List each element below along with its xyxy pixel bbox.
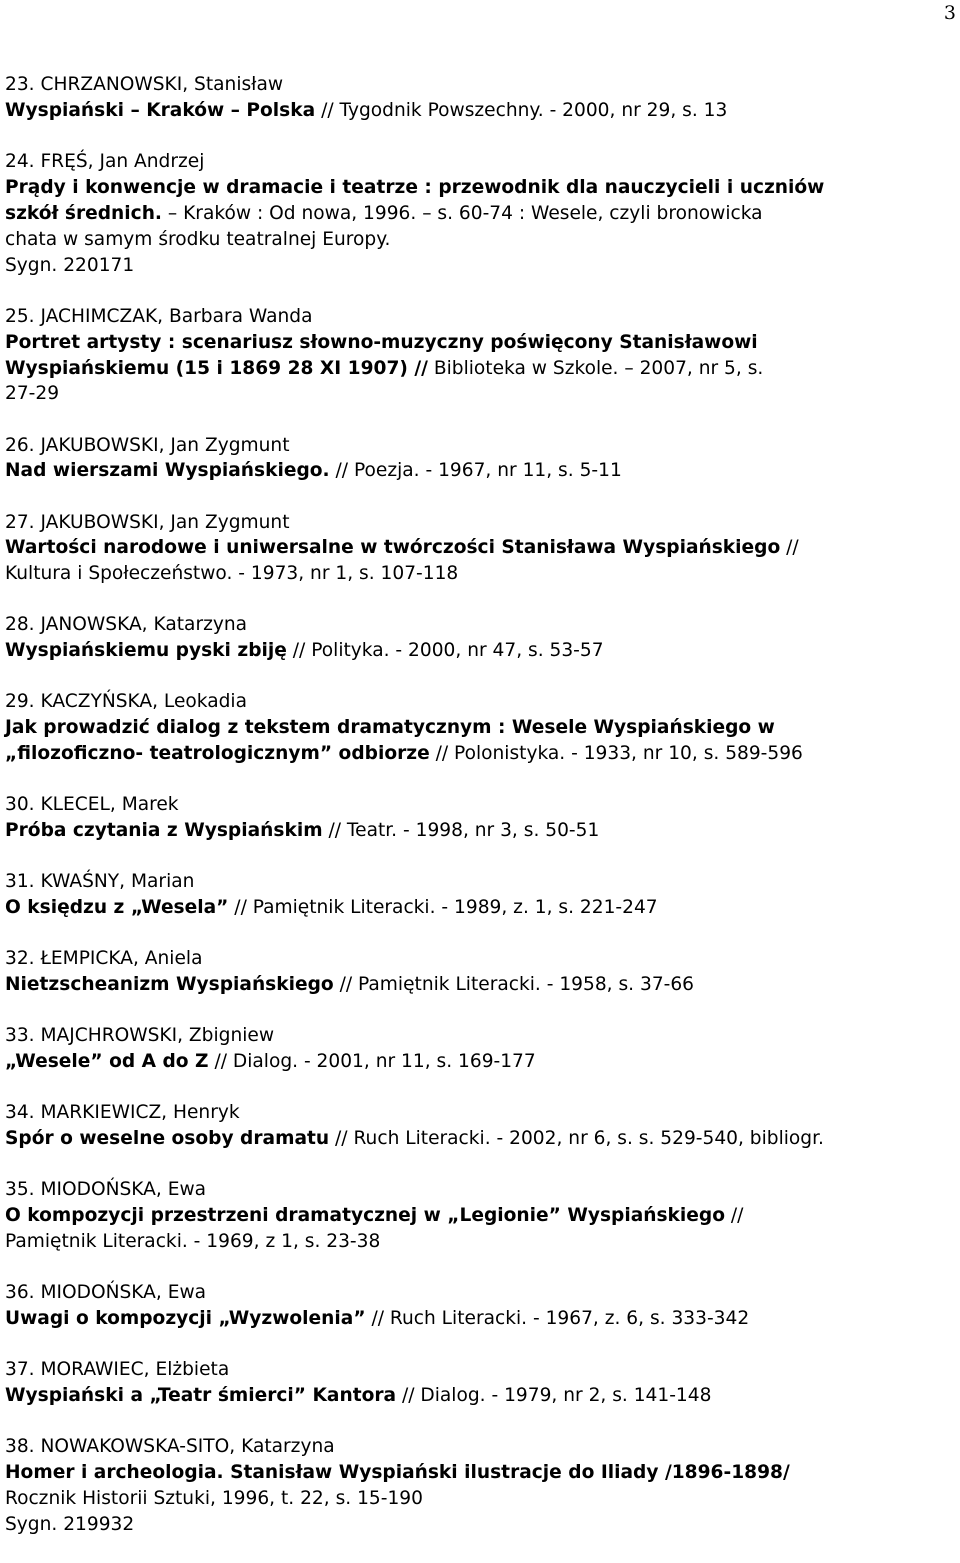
entry-line [5,356,957,382]
entry-line [5,638,957,664]
entry-source: // [724,1205,744,1227]
entry-title: Nad wierszami Wyspiańskiego. [5,460,330,482]
entry-line [5,1049,957,1075]
bibliography-entry [5,149,957,279]
entry-author: 23. CHRZANOWSKI, Stanisław [5,74,284,95]
entry-title: Próba czytania z Wyspiańskim [5,820,323,842]
entry-source: // [780,537,799,559]
entry-line [5,1126,957,1152]
page-number: 3 [943,2,956,24]
entry-title: Wyspiańskiemu pyski zbiję [5,640,287,662]
entry-title: Homer i archeologia. Stanisław Wyspiański ilustracje do Iliady /1896-1898/ [5,1462,790,1484]
entry-source: // Teatr. - 1998, nr 3, s. 50-51 [322,820,600,842]
entry-signature: Sygn. 219932 [5,1513,135,1535]
bibliography-entry [5,72,957,124]
entry-author: 27. JAKUBOWSKI, Jan Zygmunt [5,511,290,533]
entry-title: O kompozycji przestrzeni dramatycznej w „Legionie” Wyspiańskiego [5,1205,725,1227]
entry-line [5,201,957,227]
entry-title: „filozoficzno- teatrologicznym” odbiorze [5,743,430,765]
entry-title: Uwagi o kompozycji „Wyzwolenia” [5,1308,366,1330]
entry-title: „Wesele” od A do Z [5,1051,209,1073]
bibliography-entry [5,612,957,664]
entry-title: O księdzu z „Wesela” [5,897,229,919]
entry-author: 30. KLECEL, Marek [5,794,179,816]
entry-source: // Polityka. - 2000, nr 47, s. 53-57 [286,640,604,662]
bibliography-entry [5,689,957,767]
entry-source: // Ruch Literacki. - 1967, z. 6, s. 333-342 [365,1308,750,1330]
bibliography-entry [5,433,957,485]
entry-line [5,972,957,998]
entry-author: 31. KWAŚNY, Marian [5,871,195,893]
bibliography-entry [5,1357,957,1409]
entry-author: 24. FRĘŚ, Jan Andrzej [5,151,205,172]
entry-author: 34. MARKIEWICZ, Henryk [5,1102,240,1124]
entry-title: Wyspiański a „Teatr śmierci” Kantora [5,1385,397,1407]
bibliography-list [5,72,957,1563]
entry-author: 25. JACHIMCZAK, Barbara Wanda [5,305,313,327]
bibliography-entry [5,869,957,921]
entry-author: 29. KACZYŃSKA, Leokadia [5,691,247,713]
entry-author: 26. JAKUBOWSKI, Jan Zygmunt [5,434,290,456]
entry-source: // Pamiętnik Literacki. - 1989, z. 1, s. 221-247 [228,897,658,919]
entry-author: 28. JANOWSKA, Katarzyna [5,614,248,636]
entry-author: 32. ŁEMPICKA, Aniela [5,948,203,970]
entry-line [5,535,957,561]
entry-author: 36. MIODOŃSKA, Ewa [5,1282,207,1304]
entry-source: // Tygodnik Powszechny. - 2000, nr 29, s. 13 [315,99,728,121]
entry-line [5,895,957,921]
entry-source: // Dialog. - 2001, nr 11, s. 169-177 [208,1051,536,1073]
entry-line [5,1306,957,1332]
entry-title: Portret artysty : scenariusz słowno-muzyczny poświęcony Stanisławowi [5,331,758,353]
entry-source: // Pamiętnik Literacki. - 1958, s. 37-66 [333,974,695,996]
entry-author: 33. MAJCHROWSKI, Zbigniew [5,1025,275,1047]
bibliography-entry [5,1100,957,1152]
entry-source: 27-29 [5,383,60,405]
entry-title: Spór o weselne osoby dramatu [5,1128,330,1150]
entry-title: Wyspiańskiemu (15 i 1869 28 XI 1907) // [5,357,428,379]
entry-source: // Ruch Literacki. - 2002, nr 6, s. s. 529-540, bibliogr. [329,1128,824,1150]
entry-line [5,98,957,124]
entry-title: szkół średnich. [5,202,162,224]
entry-source: Kultura i Społeczeństwo. - 1973, nr 1, s. 107-118 [5,563,459,585]
bibliography-entry [5,946,957,998]
entry-source: – Kraków : Od nowa, 1996. – s. 60-74 : Wesele, czyli bronowicka [162,202,763,224]
entry-line [5,1203,957,1229]
entry-title: Nietzscheanizm Wyspiańskiego [5,974,334,996]
bibliography-entry [5,792,957,844]
entry-source: // Dialog. - 1979, nr 2, s. 141-148 [396,1385,712,1407]
entry-line [5,818,957,844]
entry-author: 38. NOWAKOWSKA-SITO, Katarzyna [5,1436,335,1458]
entry-signature: Sygn. 220171 [5,254,135,276]
entry-title: Wartości narodowe i uniwersalne w twórczości Stanisława Wyspiańskiego [5,537,781,559]
entry-title: Prądy i konwencje w dramacie i teatrze : przewodnik dla nauczycieli i uczniów [5,176,825,198]
bibliography-entry [5,1177,957,1255]
entry-title: Wyspiański – Kraków – Polska [5,99,316,121]
bibliography-entry [5,1434,957,1538]
entry-source: Biblioteka w Szkole. – 2007, nr 5, s. [427,357,764,379]
entry-source: // Polonistyka. - 1933, nr 10, s. 589-596 [429,743,803,765]
entry-source: chata w samym środku teatralnej Europy. [5,228,391,250]
entry-source: Pamiętnik Literacki. - 1969, z 1, s. 23-38 [5,1231,381,1253]
bibliography-entry [5,304,957,408]
entry-line [5,1383,957,1409]
entry-author: 35. MIODOŃSKA, Ewa [5,1179,207,1201]
bibliography-entry [5,1023,957,1075]
bibliography-entry [5,1280,957,1332]
entry-source: Rocznik Historii Sztuki, 1996, t. 22, s. 15-190 [5,1488,423,1510]
entry-title: Jak prowadzić dialog z tekstem dramatycznym : Wesele Wyspiańskiego w [5,717,775,739]
entry-source: // Poezja. - 1967, nr 11, s. 5-11 [329,460,622,482]
entry-author: 37. MORAWIEC, Elżbieta [5,1359,230,1381]
bibliography-entry [5,510,957,588]
entry-line [5,458,957,484]
entry-line [5,741,957,767]
